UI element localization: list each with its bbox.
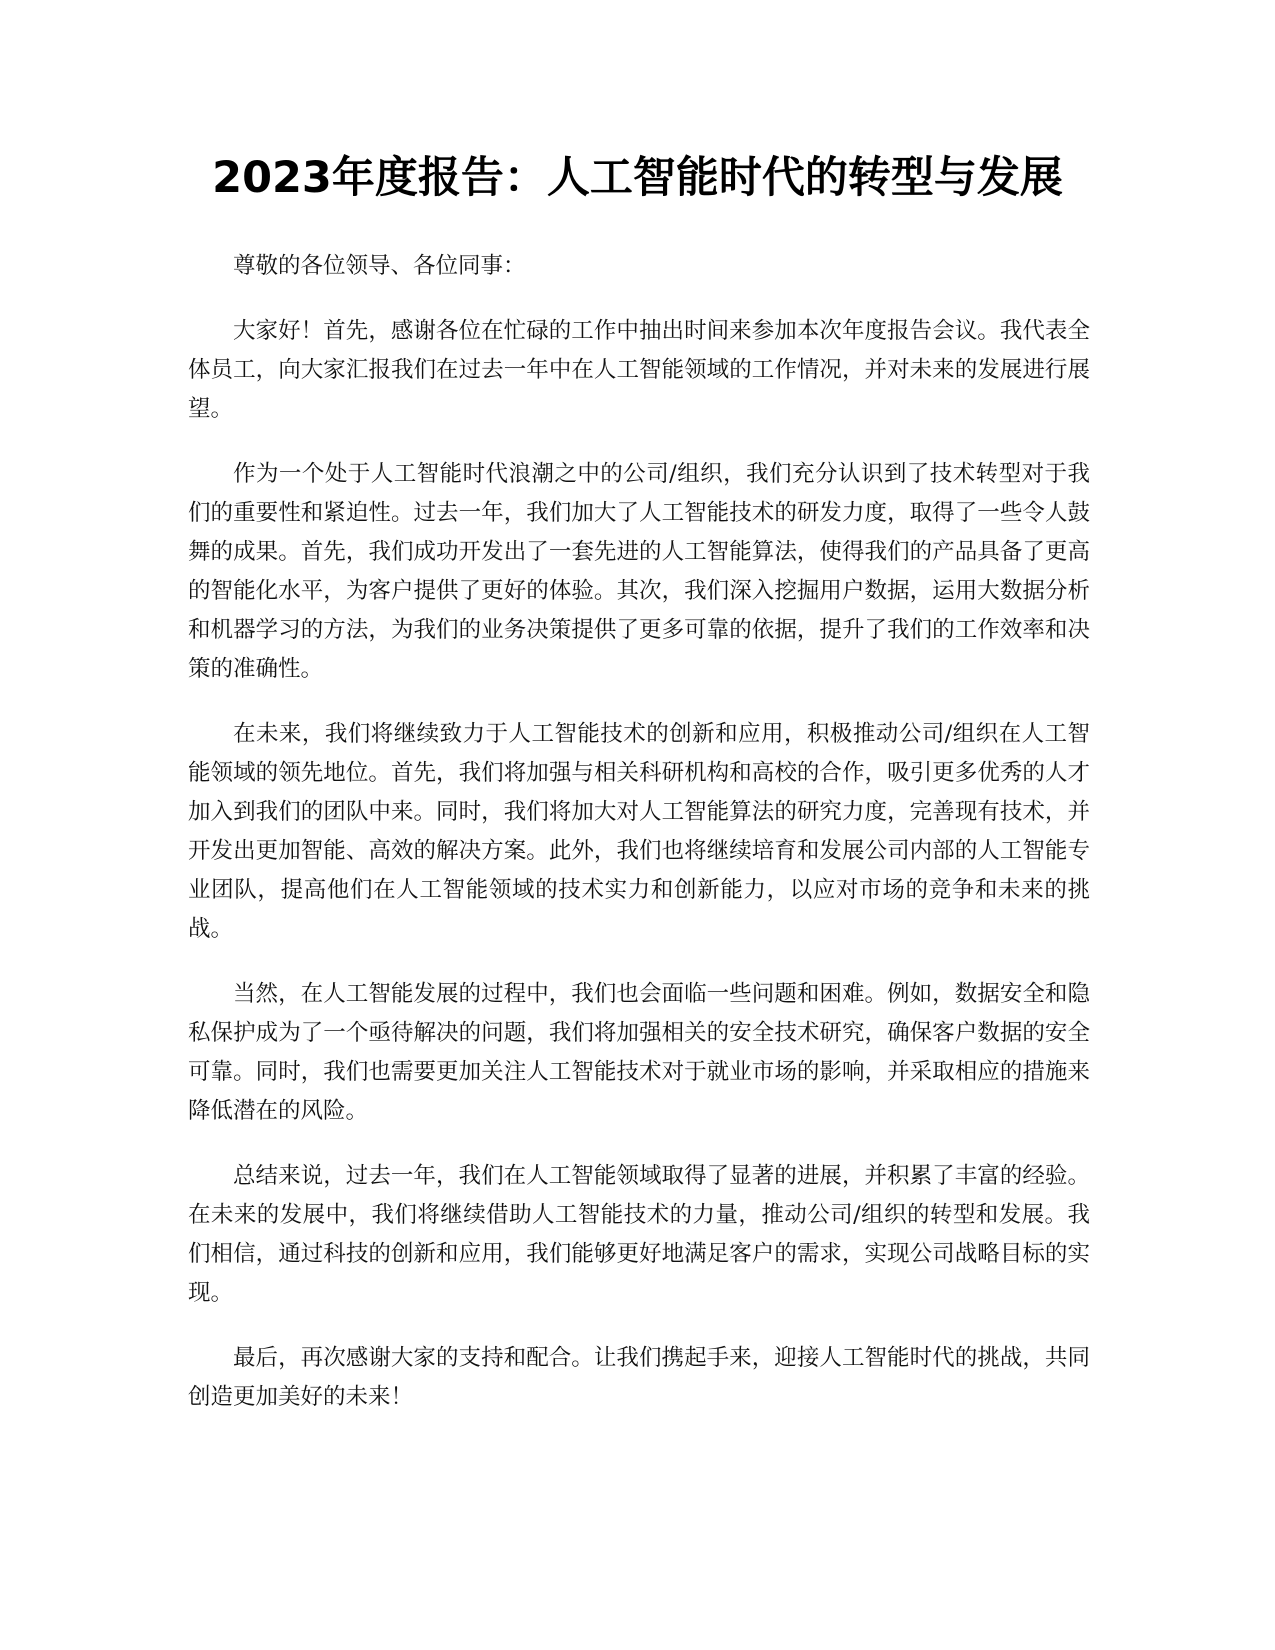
paragraph-challenges: 当然，在人工智能发展的过程中，我们也会面临一些问题和困难。例如，数据安全和隐私保护成为了一个亟待解决的问题，我们将加强相关的安全技术研究，确保客户数据的安全可靠。同时，我们也需要更加关注人工智能技术对于就业市场的影响，并采取相应的措施来降低潜在的风险。 [188, 981, 1090, 1124]
paragraph-closing: 最后，再次感谢大家的支持和配合。让我们携起手来，迎接人工智能时代的挑战，共同创造更加美好的未来！ [188, 1345, 1090, 1410]
salutation: 尊敬的各位领导、各位同事： [233, 253, 526, 279]
document-title: 2023年度报告：人工智能时代的转型与发展 [212, 153, 1063, 203]
paragraph-future-plans: 在未来，我们将继续致力于人工智能技术的创新和应用，积极推动公司/组织在人工智能领域的领先地位。首先，我们将加强与相关科研机构和高校的合作，吸引更多优秀的人才加入到我们的团队中来。同时，我们将加大对人工智能算法的研究力度，完善现有技术，并开发出更加智能、高效的解决方案。此外，我们也将继续培育和发展公司内部的人工智能专业团队，提高他们在人工智能领域的技术实力和创新能力，以应对市场的竞争和未来的挑战。 [188, 721, 1090, 942]
paragraph-greeting: 大家好！首先，感谢各位在忙碌的工作中抽出时间来参加本次年度报告会议。我代表全体员工，向大家汇报我们在过去一年中在人工智能领域的工作情况，并对未来的发展进行展望。 [188, 318, 1090, 422]
paragraph-achievements: 作为一个处于人工智能时代浪潮之中的公司/组织，我们充分认识到了技术转型对于我们的重要性和紧迫性。过去一年，我们加大了人工智能技术的研发力度，取得了一些令人鼓舞的成果。首先，我们成功开发出了一套先进的人工智能算法，使得我们的产品具备了更高的智能化水平，为客户提供了更好的体验。其次，我们深入挖掘用户数据，运用大数据分析和机器学习的方法，为我们的业务决策提供了更多可靠的依据，提升了我们的工作效率和决策的准确性。 [188, 461, 1090, 682]
paragraph-summary: 总结来说，过去一年，我们在人工智能领域取得了显著的进展，并积累了丰富的经验。在未来的发展中，我们将继续借助人工智能技术的力量，推动公司/组织的转型和发展。我们相信，通过科技的创新和应用，我们能够更好地满足客户的需求，实现公司战略目标的实现。 [188, 1163, 1090, 1306]
document-body [188, 247, 1090, 1443]
